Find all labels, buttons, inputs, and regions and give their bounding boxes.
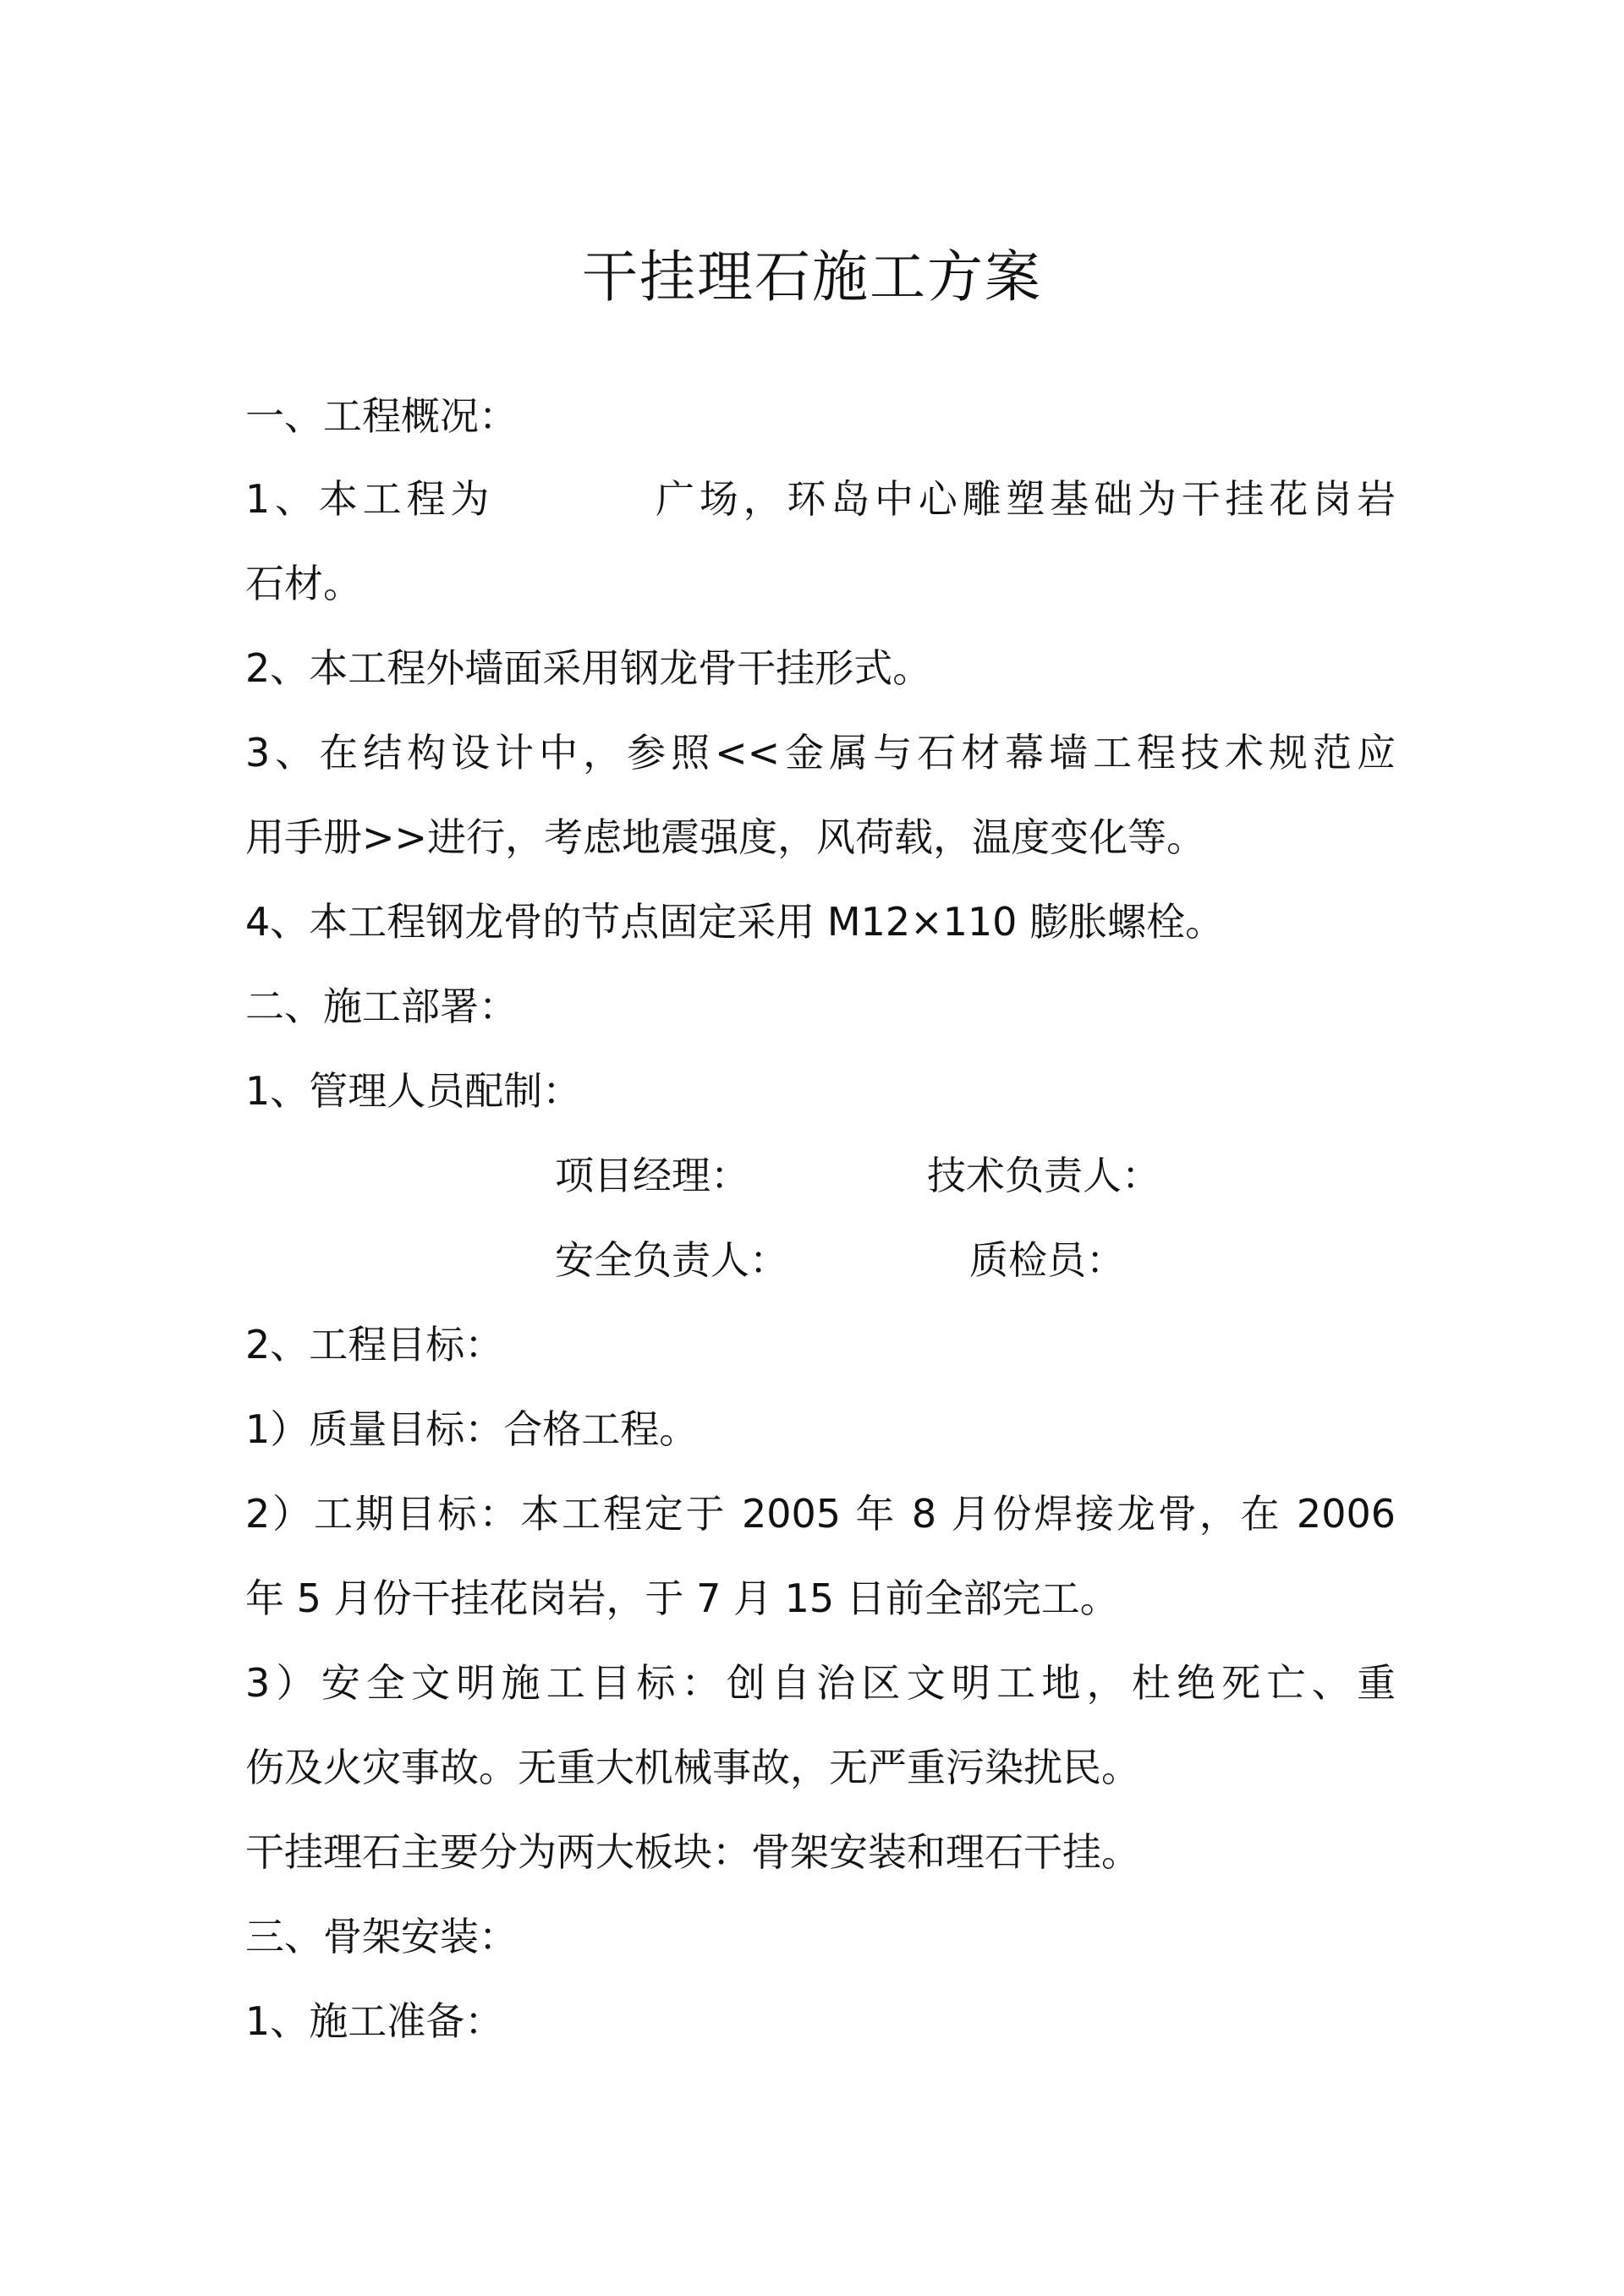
section-1-heading: 一、工程概况： xyxy=(245,393,518,439)
goals-heading: 2、工程目标： xyxy=(245,1322,504,1367)
paragraph-3-line-2: 用手册>>进行，考虑地震强度，风荷载，温度变化等。 xyxy=(245,814,1206,860)
goal-quality: 1）质量目标：合格工程。 xyxy=(245,1406,699,1452)
section-2-heading: 二、施工部署： xyxy=(245,984,518,1029)
staff-technical-lead: 技术负责人： xyxy=(927,1153,1160,1198)
paragraph-3-line-1: 3、在结构设计中，参照<<金属与石材幕墙工程技术规范应 xyxy=(245,730,1396,775)
goal-schedule-line-2: 年 5 月份干挂花岗岩，于 7 月 15 日前全部完工。 xyxy=(245,1575,1119,1621)
paragraph-2: 2、本工程外墙面采用钢龙骨干挂形式。 xyxy=(245,645,932,691)
staff-safety-lead: 安全负责人： xyxy=(555,1237,788,1283)
paragraph-1-line-2: 石材。 xyxy=(245,561,362,606)
staff-project-manager: 项目经理： xyxy=(555,1153,749,1198)
goal-safety-line-2: 伤及火灾事故。无重大机械事故，无严重污染扰民。 xyxy=(245,1745,1140,1790)
staff-quality-inspector: 质检员： xyxy=(969,1237,1125,1283)
paragraph-1-line-1 xyxy=(245,474,1396,524)
goal-schedule-line-1: 2）工期目标：本工程定于 2005 年 8 月份焊接龙骨，在 2006 xyxy=(245,1491,1396,1537)
section-3-heading: 三、骨架安装： xyxy=(245,1914,518,1959)
goal-safety-line-1: 3）安全文明施工目标：创自治区文明工地，杜绝死亡、重 xyxy=(245,1660,1396,1706)
paragraph-1-part-b: 广场，环岛中心雕塑基础为干挂花岗岩 xyxy=(650,476,1396,522)
paragraph-4: 4、本工程钢龙骨的节点固定采用 M12×110 膨胀螺栓。 xyxy=(245,899,1225,945)
summary-line: 干挂理石主要分为两大板块：骨架安装和理石干挂。 xyxy=(245,1829,1140,1875)
document-title: 干挂理石施工方案 xyxy=(582,244,1042,310)
staff-heading: 1、管理人员配制： xyxy=(245,1068,582,1114)
prep-heading: 1、施工准备： xyxy=(245,1998,504,2044)
paragraph-1-part-a: 1、本工程为 xyxy=(245,476,495,522)
